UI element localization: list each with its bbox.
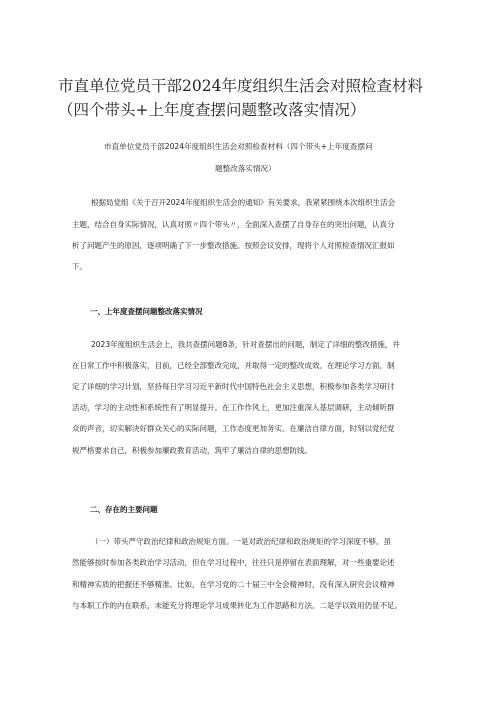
intro-line: 主题，结合自身实际情况，认真对照〃四个带头〃，全面深入查摆了自身存在的突出问题，认真分 (72, 220, 395, 229)
section-1-line: 定了详细的学习计划，坚持每日学习习近平新时代中国特色社会主义思想，积极参加各类学习研讨 (72, 382, 395, 391)
section-2-heading: 二、存在的主要问题 (90, 505, 158, 514)
section-1-line: 2023年度组织生活会上，我共查摆问题8条，针对查摆出的问题，制定了详细的整改措施，并 (91, 340, 400, 349)
document-title-line-2: （四个带头+上年度查摆问题整改落实情况） (58, 101, 366, 119)
document-title (58, 74, 458, 122)
document-subtitle-line-1: 市直单位党员干部2024年度组织生活会对照检查材料（四个带头+上年度查摆问 (104, 142, 373, 151)
section-2-line: 与本职工作的内在联系，未能充分将理论学习成果转化为工作思路和方法。二是学以致用仍显不足。 (72, 601, 402, 610)
section-2-line: 然能够按时参加各类政治学习活动，但在学习过程中，往往只是停留在表面理解，对一些重要论述 (72, 558, 395, 567)
intro-line: 根据局党组《关于召开2024年度组织生活会的通知》有关要求，我紧紧围绕本次组织生活会 (91, 198, 396, 207)
section-1-heading: 一、上年度查摆问题整改落实情况 (90, 307, 203, 316)
intro-line: 下。 (72, 262, 87, 271)
section-1-line: 规严格要求自己，积极参加廉政教育活动，筑牢了廉洁自律的思想防线。 (72, 446, 312, 455)
section-1-line: 在日常工作中积极落实，目前，已经全部整改完成，并取得一定的整改成效。在理论学习方面，制 (72, 361, 395, 370)
section-2-line: （一）带头严守政治纪律和政治规矩方面。一是对政治纪律和政治规矩的学习深度不够。虽 (91, 537, 391, 546)
section-1-line: 活动，学习的主动性和系统性有了明显提升。在工作作风上，更加注重深入基层调研，主动倾听群 (72, 403, 395, 412)
intro-line: 析了问题产生的原因，逐项明确了下一步整改措施。按照会议安排，现将个人对照检查情况汇报如 (72, 241, 395, 250)
document-title-line-1: 市直单位党员干部2024年度组织生活会对照检查材料 (58, 77, 423, 95)
section-2-line: 和精神实质的把握还不够精准。比如，在学习党的二十届三中全会精神时，没有深入研究会议精神 (72, 580, 395, 589)
document-subtitle-line-2: 题整改落实情况） (215, 164, 276, 173)
section-1-line: 众的声音，切实解决好群众关心的实际问题，工作态度更加务实。在廉洁自律方面，时刻以党纪党 (72, 424, 395, 433)
